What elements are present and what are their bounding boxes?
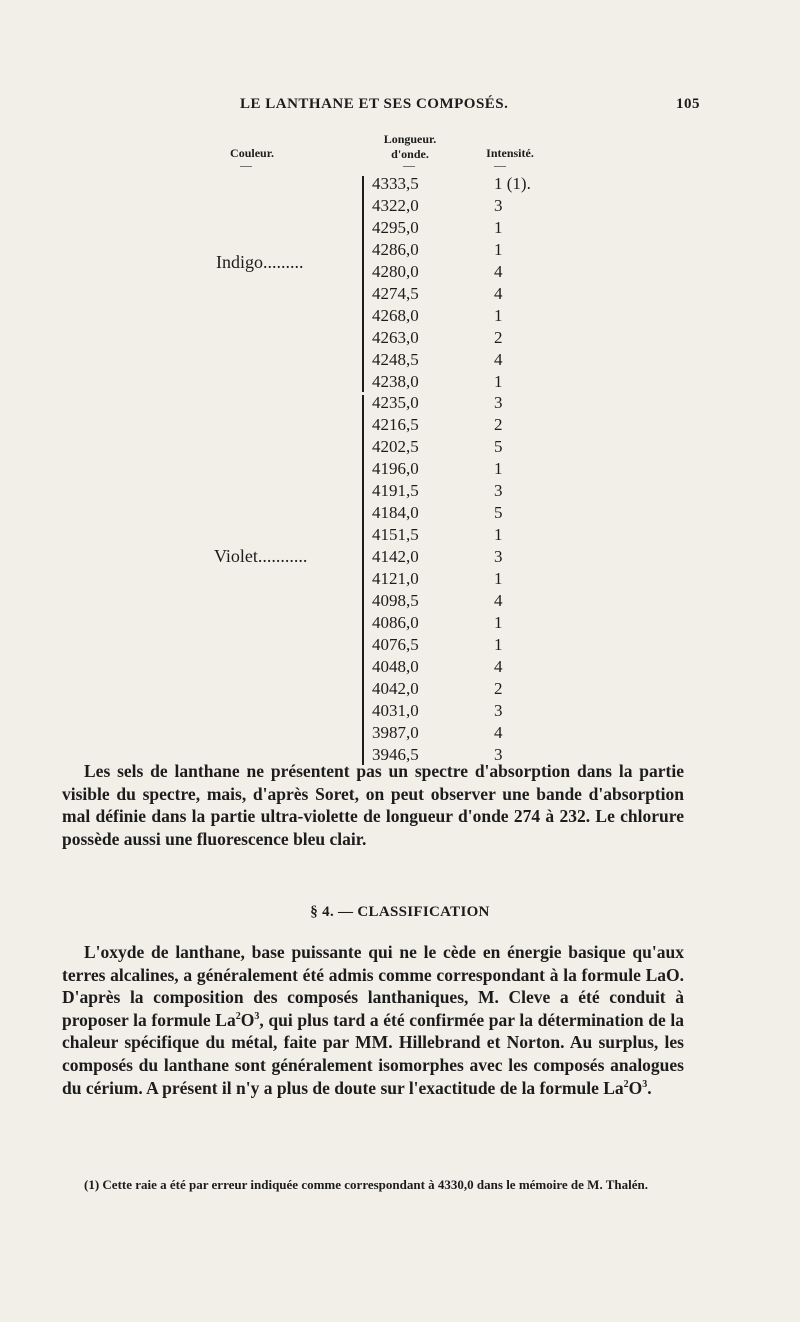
table-row	[0, 174, 800, 196]
intensity-cell: 2	[494, 415, 503, 434]
wavelength-cell: 4333,5	[372, 174, 419, 193]
intensity-cell: 4	[494, 591, 503, 610]
table-row	[0, 503, 800, 525]
table-row	[0, 635, 800, 657]
wavelength-cell: 4238,0	[372, 372, 419, 391]
wavelength-cell: 4286,0	[372, 240, 419, 259]
wavelength-cell: 4202,5	[372, 437, 419, 456]
wavelength-cell: 4086,0	[372, 613, 419, 632]
table-row	[0, 569, 800, 591]
wavelength-cell: 4322,0	[372, 196, 419, 215]
intensity-cell: 2	[494, 679, 503, 698]
header-dash-intensity: —	[494, 158, 506, 172]
table-row	[0, 393, 800, 415]
intensity-cell: 1	[494, 372, 503, 391]
wavelength-cell: 4235,0	[372, 393, 419, 412]
intensity-cell: 3	[494, 745, 503, 764]
wavelength-cell: 4142,0	[372, 547, 419, 566]
wavelength-cell: 4076,5	[372, 635, 419, 654]
wavelength-cell: 4248,5	[372, 350, 419, 369]
intensity-cell: 1	[494, 613, 503, 632]
intensity-cell: 4	[494, 657, 503, 676]
intensity-cell: 3	[494, 547, 503, 566]
header-wavelength: Longueur. d'onde.	[383, 132, 437, 161]
table-row	[0, 415, 800, 437]
intensity-cell: 4	[494, 284, 503, 303]
paragraph-absorption-text: Les sels de lanthane ne présentent pas un spectre d'absorption dans la partie visible du spectre, mais, d'après Soret, on peut observer une bande d'absorption mal définie dans la partie ultra-violette de longueur d'onde 274 à 232. Le chlorure possède aussi une fluorescence bleu clair.	[62, 761, 684, 849]
intensity-cell: 3	[494, 196, 503, 215]
wavelength-cell: 4268,0	[372, 306, 419, 325]
group-bracket	[362, 395, 364, 765]
wavelength-cell: 4031,0	[372, 701, 419, 720]
section-title: § 4. — CLASSIFICATION	[310, 904, 490, 920]
intensity-cell: 1	[494, 569, 503, 588]
intensity-cell: 1	[494, 306, 503, 325]
wavelength-cell: 4121,0	[372, 569, 419, 588]
running-head-title: LE LANTHANE ET SES COMPOSÉS.	[240, 96, 509, 112]
wavelength-cell: 4098,5	[372, 591, 419, 610]
intensity-cell: 1	[494, 218, 503, 237]
table-row	[0, 547, 800, 569]
intensity-cell: 4	[494, 350, 503, 369]
intensity-cell: 1	[494, 525, 503, 544]
intensity-cell: 1	[494, 240, 503, 259]
footnote	[62, 1176, 684, 1193]
wavelength-cell: 4263,0	[372, 328, 419, 347]
table-row	[0, 723, 800, 745]
intensity-cell: 3	[494, 481, 503, 500]
wavelength-cell: 4216,5	[372, 415, 419, 434]
table-row	[0, 328, 800, 350]
table-row	[0, 481, 800, 503]
table-row	[0, 196, 800, 218]
intensity-cell: 1 (1).	[494, 174, 531, 193]
table-row	[0, 262, 800, 284]
wavelength-cell: 3987,0	[372, 723, 419, 742]
wavelength-cell: 4191,5	[372, 481, 419, 500]
table-row	[0, 218, 800, 240]
header-dash-wavelength: —	[403, 158, 415, 172]
header-dash-color: —	[240, 158, 252, 172]
group-label-violet: Violet...........	[214, 546, 308, 566]
wavelength-cell: 3946,5	[372, 745, 419, 764]
intensity-cell: 1	[494, 635, 503, 654]
table-row	[0, 525, 800, 547]
wavelength-cell: 4184,0	[372, 503, 419, 522]
table-row	[0, 701, 800, 723]
intensity-cell: 3	[494, 393, 503, 412]
table-row	[0, 657, 800, 679]
table-row	[0, 459, 800, 481]
paragraph-classification: L'oxyde de lanthane, base puissante qui ne le cède en énergie basique qu'aux terres alcalines, a généralement été admis comme correspondant à la formule LaO. D'après la composition des composés lanthaniques, M. Cleve a été conduit à proposer la formule $La^2O^3$, qui plus tard a été confirmée par la détermination de la chaleur spécifique du métal, faite par MM. Hillebrand et Norton. Au surplus, les composés du lanthane sont généralement isomorphes avec les composés analogues du cérium. A présent il n'y a plus de doute sur l'exactitude de la formule $La^2O^3$.	[62, 942, 685, 1098]
wavelength-cell: 4295,0	[372, 218, 419, 237]
table-row	[0, 613, 800, 635]
wavelength-cell: 4048,0	[372, 657, 419, 676]
intensity-cell: 5	[494, 503, 503, 522]
table-row	[0, 372, 800, 394]
page-number: 105	[676, 96, 700, 112]
table-row	[0, 591, 800, 613]
wavelength-cell: 4274,5	[372, 284, 419, 303]
intensity-cell: 5	[494, 437, 503, 456]
table-row	[0, 284, 800, 306]
intensity-cell: 3	[494, 701, 503, 720]
paragraph-absorption	[62, 760, 684, 850]
wavelength-cell: 4151,5	[372, 525, 419, 544]
wavelength-cell: 4280,0	[372, 262, 419, 281]
intensity-cell: 4	[494, 723, 503, 742]
footnote-text: (1) Cette raie a été par erreur indiquée comme correspondant à 4330,0 dans le mémoire de M. Thalén.	[84, 1177, 648, 1192]
group-label-indigo: Indigo.........	[216, 252, 304, 272]
wavelength-cell: 4042,0	[372, 679, 419, 698]
table-row	[0, 240, 800, 262]
table-row	[0, 350, 800, 372]
header-color: Couleur.	[230, 146, 274, 160]
header-intensity: Intensité.	[486, 146, 534, 160]
intensity-cell: 1	[494, 459, 503, 478]
group-bracket	[362, 176, 364, 392]
intensity-cell: 4	[494, 262, 503, 281]
intensity-cell: 2	[494, 328, 503, 347]
table-row	[0, 679, 800, 701]
table-row	[0, 306, 800, 328]
table-row	[0, 437, 800, 459]
wavelength-cell: 4196,0	[372, 459, 419, 478]
